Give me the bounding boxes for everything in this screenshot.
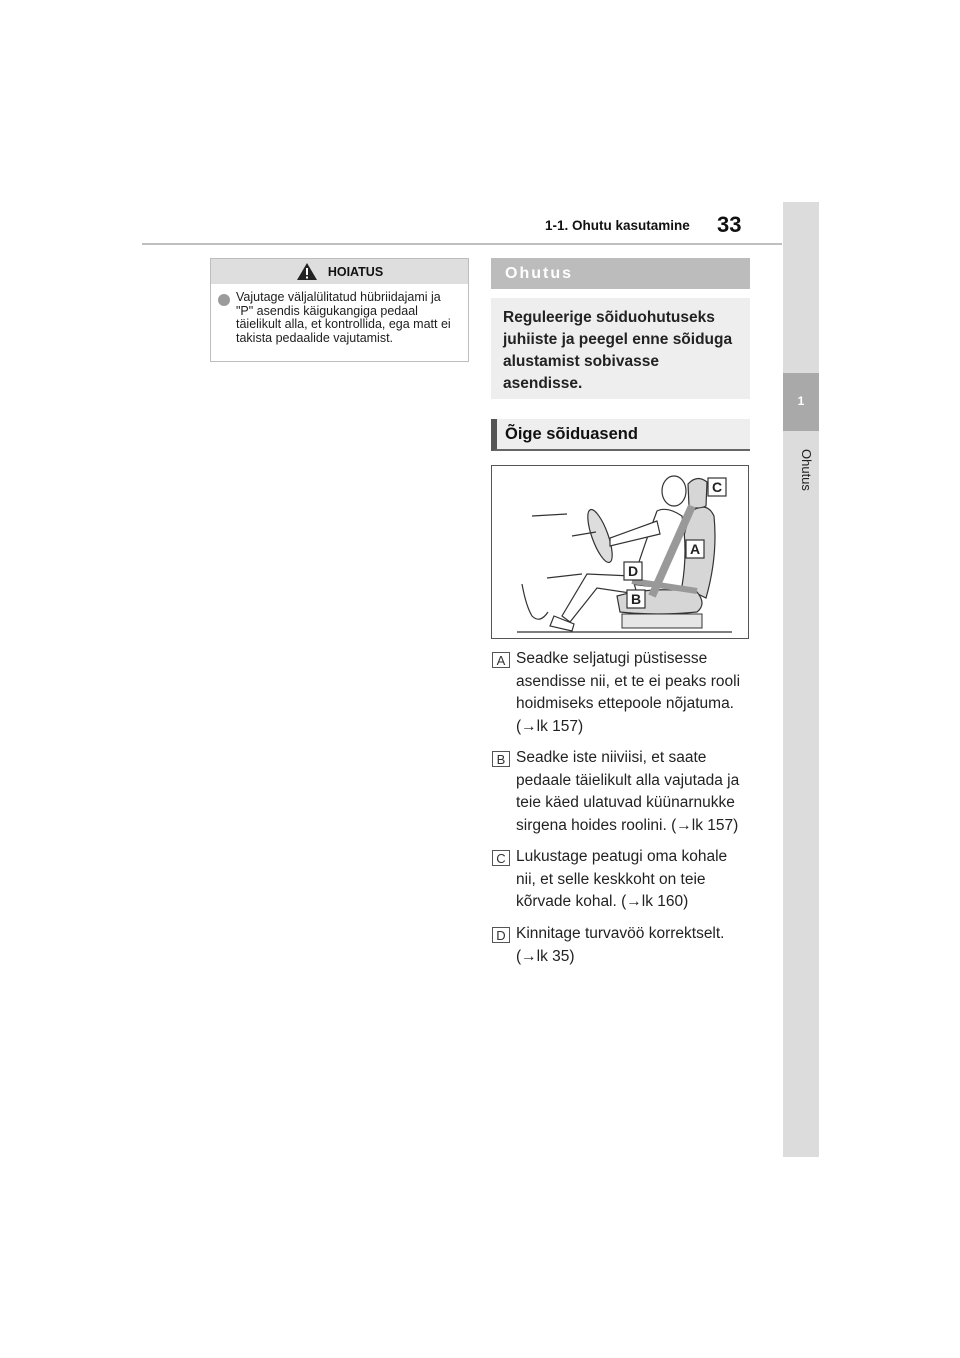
warning-text: Vajutage väljalülitatud hübriidajami ja "P" asendis käigukangiga pedaal täielikult alla, et kontrollida, ega matt ei takista pedaalide vajutamist. <box>236 290 451 345</box>
callout-a <box>686 540 704 558</box>
bullet-icon <box>218 294 230 306</box>
callout-d <box>624 562 642 580</box>
sub-heading: Õige sõiduasend <box>491 419 750 451</box>
header-rule <box>142 243 782 245</box>
step-label: A <box>492 652 510 668</box>
svg-text:B: B <box>630 591 642 607</box>
svg-text:A: A <box>689 541 701 557</box>
step-text: Seadke iste niiviisi, et saate pedaale täielikult alla vajutada ja teie käed ulatuvad küünarnukke sirgena hoides roolini. (→lk 157) <box>516 749 740 834</box>
side-tab <box>783 202 819 1157</box>
driving-position-illustration <box>491 465 749 639</box>
section-heading: 1-1. Ohutu kasutamine <box>545 218 690 233</box>
step-c <box>492 846 762 914</box>
driver-seat-illustration <box>492 466 748 638</box>
intro-box: Reguleerige sõiduohutuseks juhiiste ja peegel enne sõiduga alustamist sobivasse asendisse. <box>491 298 750 399</box>
step-label: D <box>492 927 510 943</box>
warning-header <box>211 259 468 284</box>
step-label: C <box>492 850 510 866</box>
step-d <box>492 923 762 968</box>
step-a <box>492 648 762 738</box>
callout-c <box>708 478 726 496</box>
step-text: Lukustage peatugi oma kohale nii, et selle keskkoht on teie kõrvade kohal. (→lk 160) <box>516 848 728 910</box>
page-number: 33 <box>717 212 742 237</box>
warning-box <box>210 258 469 362</box>
ohutus-bar: Ohutus <box>491 258 750 289</box>
callout-b <box>627 590 645 608</box>
step-label: B <box>492 751 510 767</box>
side-tab-label: Ohutus <box>799 449 814 491</box>
step-text: Kinnitage turvavöö korrektselt. (→lk 35) <box>516 925 725 965</box>
step-text: Seadke seljatugi püstisesse asendisse nii, et te ei peaks rooli hoidmiseks ettepoole nõjatuma. (→lk 157) <box>516 650 741 735</box>
step-b <box>492 747 762 837</box>
side-tab-number: 1 <box>797 394 805 408</box>
warning-item <box>211 284 468 345</box>
warning-title: HOIATUS <box>327 264 384 279</box>
warning-triangle-icon <box>296 262 318 281</box>
svg-text:C: C <box>711 479 723 495</box>
svg-text:D: D <box>627 563 639 579</box>
